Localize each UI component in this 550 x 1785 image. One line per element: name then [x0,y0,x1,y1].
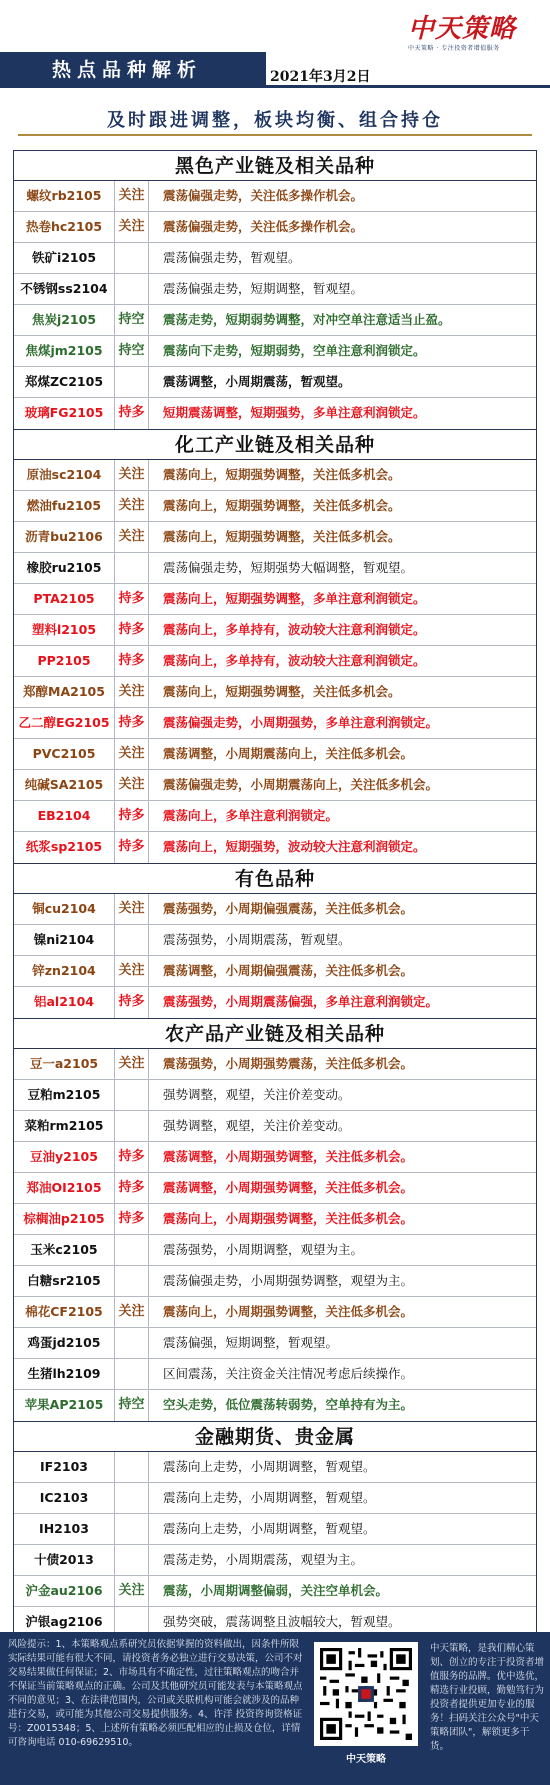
strategy-view: 空头走势，低位震荡转弱势，空单持有为主。 [163,1397,414,1412]
contract-name: 铁矿i2105 [14,243,115,273]
table-row [14,305,536,336]
position-tag [115,1328,149,1358]
table-row [14,1080,536,1111]
position-tag [115,1080,149,1110]
strategy-view: 震荡偏强走势，关注低多操作机会。 [163,219,364,234]
table-row [14,801,536,832]
table-row [14,708,536,739]
table-row [14,925,536,956]
position-tag: 关注 [115,460,149,490]
qr-code-icon [320,1648,412,1740]
table-row [14,460,536,491]
contract-name: 鸡蛋jd2105 [14,1328,115,1358]
table-row [14,1235,536,1266]
strategy-view: 区间震荡，关注资金关注情况考虑后续操作。 [163,1366,414,1381]
contract-name: IH2103 [14,1514,115,1544]
position-tag: 持多 [115,708,149,738]
strategy-view: 震荡偏强走势，暂观望。 [163,250,301,265]
contract-name: 螺纹rb2105 [14,181,115,211]
position-tag [115,1111,149,1141]
contract-name: 铝al2104 [14,987,115,1018]
table-row [14,274,536,305]
position-tag: 持空 [115,305,149,335]
table-row [14,987,536,1018]
strategy-view: 震荡偏强走势，关注低多操作机会。 [163,188,364,203]
contract-name: 橡胶ru2105 [14,553,115,583]
contract-name: 棕榈油p2105 [14,1204,115,1234]
table-row [14,243,536,274]
position-tag: 关注 [115,1297,149,1327]
strategy-view: 震荡向上，短期强势，波动较大注意利润锁定。 [163,839,426,854]
contract-name: 郑煤ZC2105 [14,367,115,397]
strategy-view: 震荡向上，短期强势调整，关注低多机会。 [163,684,401,699]
section-title: 化工产业链及相关品种 [14,430,536,460]
contract-name: 乙二醇EG2105 [14,708,115,738]
strategy-view: 震荡偏强走势，小周期强势，多单注意利润锁定。 [163,715,439,730]
strategy-view: 震荡强势，小周期震荡偏强，多单注意利润锁定。 [163,994,439,1009]
strategy-view: 震荡调整，小周期偏强震荡，关注低多机会。 [163,963,414,978]
brand-description: 中天策略，是我们精心策划、创立的专注于投资者增值服务的品牌。优中选优，精选行业投顾，勤勉笃行为投资者提供更加专业的服务！扫码关注公众号"中天策略团队"，解锁更多干货。 [430,1643,545,1752]
position-tag: 关注 [115,956,149,986]
strategy-view: 震荡，小周期调整偏弱，关注空单机会。 [163,1583,389,1598]
contract-name: 原油sc2104 [14,460,115,490]
position-tag: 关注 [115,491,149,521]
table-row [14,956,536,987]
section-block [14,1019,536,1422]
position-tag [115,367,149,397]
strategy-view: 震荡向上，短期强势调整，关注低多机会。 [163,498,401,513]
table-row [14,1204,536,1235]
position-tag: 持空 [115,1390,149,1421]
contract-name: PTA2105 [14,584,115,614]
strategy-view: 震荡向上，短期强势调整，关注低多机会。 [163,529,401,544]
contract-name: 锌zn2104 [14,956,115,986]
position-tag [115,1545,149,1575]
section-block [14,864,536,1019]
strategy-view: 震荡偏强，短期调整，暂观望。 [163,1335,339,1350]
strategy-view: 震荡调整，小周期强势调整，关注低多机会。 [163,1180,414,1195]
table-row [14,646,536,677]
section-title: 有色品种 [14,864,536,894]
strategy-view: 强势突破，震荡调整且波幅较大，暂观望。 [163,1614,401,1629]
strategy-view: 震荡调整，小周期震荡，暂观望。 [163,374,351,389]
table-row [14,336,536,367]
table-row [14,522,536,553]
strategy-view: 震荡走势，小周期震荡，观望为主。 [163,1552,364,1567]
position-tag: 持多 [115,801,149,831]
table-row [14,1266,536,1297]
table-row [14,1111,536,1142]
strategy-view: 强势调整，观望，关注价差变动。 [163,1087,351,1102]
strategy-view: 震荡向上，短期强势调整，关注低多机会。 [163,467,401,482]
table-row [14,491,536,522]
table-row [14,832,536,863]
contract-name: PVC2105 [14,739,115,769]
contract-name: 燃油fu2105 [14,491,115,521]
strategy-view: 震荡强势，小周期强势震荡，关注低多机会。 [163,1056,414,1071]
strategy-view: 震荡向上，小周期强势调整，关注低多机会。 [163,1211,414,1226]
strategy-view: 震荡调整，小周期强势调整，关注低多机会。 [163,1149,414,1164]
strategy-view: 震荡向上走势，小周期调整，暂观望。 [163,1490,376,1505]
contract-name: IC2103 [14,1483,115,1513]
strategy-view: 震荡向上，多单注意利润锁定。 [163,808,339,823]
section-block [14,1422,536,1638]
position-tag: 持多 [115,398,149,429]
position-tag: 关注 [115,677,149,707]
position-tag: 关注 [115,1576,149,1606]
position-tag [115,1483,149,1513]
strategy-view: 震荡偏强走势，小周期强势调整，观望为主。 [163,1273,414,1288]
position-tag [115,553,149,583]
qr-code[interactable] [314,1642,418,1746]
contract-name: 塑料l2105 [14,615,115,645]
strategy-view: 震荡向下走势，短期弱势，空单注意利润锁定。 [163,343,426,358]
position-tag: 关注 [115,894,149,924]
table-row [14,739,536,770]
contract-name: 不锈钢ss2104 [14,274,115,304]
qr-label: 中天策略 [346,1754,386,1765]
page-subtitle: 及时跟进调整，板块均衡、组合持仓 [107,110,443,131]
position-tag: 持多 [115,987,149,1018]
table-row [14,1328,536,1359]
contract-name: 豆粕m2105 [14,1080,115,1110]
contract-name: 铜cu2104 [14,894,115,924]
contract-name: 郑醇MA2105 [14,677,115,707]
contract-name: 郑油OI2105 [14,1173,115,1203]
section-title: 金融期货、贵金属 [14,1422,536,1452]
contract-name: 白糖sr2105 [14,1266,115,1296]
table-row [14,367,536,398]
table-row [14,1576,536,1607]
table-row [14,1390,536,1421]
strategy-view: 震荡向上，多单持有，波动较大注意利润锁定。 [163,653,426,668]
contract-name: 沪金au2106 [14,1576,115,1606]
contract-name: 焦煤jm2105 [14,336,115,366]
position-tag: 关注 [115,522,149,552]
table-row [14,1049,536,1080]
strategy-view: 震荡强势，小周期调整，观望为主。 [163,1242,364,1257]
position-tag: 持多 [115,1204,149,1234]
table-row [14,584,536,615]
contract-name: 焦炭j2105 [14,305,115,335]
strategy-view: 震荡向上走势，小周期调整，暂观望。 [163,1521,376,1536]
table-row [14,894,536,925]
page-footer [0,1632,550,1785]
strategy-view: 震荡强势，小周期偏强震荡，关注低多机会。 [163,901,414,916]
contract-name: EB2104 [14,801,115,831]
position-tag [115,1452,149,1482]
position-tag: 持多 [115,646,149,676]
contract-name: 热卷hc2105 [14,212,115,242]
contract-name: IF2103 [14,1452,115,1482]
table-row [14,398,536,429]
position-tag [115,1514,149,1544]
table-row [14,1297,536,1328]
strategy-view: 震荡向上走势，小周期调整，暂观望。 [163,1459,376,1474]
position-tag: 持空 [115,336,149,366]
brand-logo [408,8,528,52]
table-row [14,181,536,212]
contract-name: 沪银ag2106 [14,1607,115,1638]
contract-name: 十债2013 [14,1545,115,1575]
table-row [14,1173,536,1204]
contract-name: 玻璃FG2105 [14,398,115,429]
strategy-view: 震荡调整，小周期震荡向上，关注低多机会。 [163,746,414,761]
risk-disclaimer: 风险提示：1、本策略观点系研究员依据掌握的资料做出，因条件所限实际结果可能有很大不同，请投资者务必独立进行交易决策，公司不对交易结果做任何保证；2、市场具有不确定性，过往策略观点的吻合并不保证当前策略观点的正确。公司及其他研究员可能发表与本策略观点不同的意见；3、在法律范围内，公司或关联机构可能会就涉及的品种进行交易，或可能为其他公司交易提供服务。4、许洋 投资咨询资格证号：Z0015348；5、上述所有策略必须匹配相应的止损及仓位，详情可咨询电话 010-69629510。 [8,1639,303,1748]
position-tag: 持多 [115,1173,149,1203]
report-date: 2021年3月2日 [270,69,371,85]
strategy-view: 震荡偏强走势，小周期震荡向上，关注低多机会。 [163,777,439,792]
strategy-view: 震荡强势，小周期震荡，暂观望。 [163,932,351,947]
table-row [14,1142,536,1173]
contract-name: 豆一a2105 [14,1049,115,1079]
contract-name: 生猪lh2109 [14,1359,115,1389]
contract-name: 玉米c2105 [14,1235,115,1265]
contract-name: 豆油y2105 [14,1142,115,1172]
table-row [14,1483,536,1514]
logo-text: 中天策略 [408,14,517,44]
position-tag: 关注 [115,212,149,242]
strategy-view: 震荡走势，短期弱势调整，对冲空单注意适当止盈。 [163,312,451,327]
position-tag: 持多 [115,1142,149,1172]
table-row [14,1545,536,1576]
contract-name: 沥青bu2106 [14,522,115,552]
contract-name: 菜粕rm2105 [14,1111,115,1141]
position-tag: 关注 [115,181,149,211]
position-tag [115,1235,149,1265]
strategy-view: 震荡向上，小周期强势调整，关注低多机会。 [163,1304,414,1319]
table-row [14,615,536,646]
section-title: 黑色产业链及相关品种 [14,151,536,181]
position-tag: 关注 [115,1049,149,1079]
position-tag [115,925,149,955]
strategy-view: 短期震荡调整，短期强势，多单注意利润锁定。 [163,405,426,420]
table-row [14,1452,536,1483]
logo-tagline: 中天策略 · 专注投资者增值服务 [408,45,500,52]
position-tag [115,1359,149,1389]
table-row [14,677,536,708]
position-tag: 关注 [115,739,149,769]
table-row [14,553,536,584]
subtitle-underline [18,134,532,136]
section-block [14,151,536,430]
contract-name: 棉花CF2105 [14,1297,115,1327]
position-tag: 持多 [115,584,149,614]
strategy-view: 震荡向上，多单持有，波动较大注意利润锁定。 [163,622,426,637]
page-title: 热点品种解析 [0,52,266,88]
strategy-table [13,150,537,1639]
section-title: 农产品产业链及相关品种 [14,1019,536,1049]
position-tag [115,274,149,304]
table-row [14,212,536,243]
contract-name: 纯碱SA2105 [14,770,115,800]
header-divider [0,85,550,88]
strategy-view: 强势调整，观望，关注价差变动。 [163,1118,351,1133]
position-tag: 关注 [115,770,149,800]
strategy-view: 震荡向上，短期强势调整，多单注意利润锁定。 [163,591,426,606]
section-block [14,430,536,864]
table-row [14,1359,536,1390]
strategy-view: 震荡偏强走势，短期调整，暂观望。 [163,281,364,296]
page-header [0,0,550,88]
contract-name: 镍ni2104 [14,925,115,955]
table-row [14,770,536,801]
table-row [14,1514,536,1545]
contract-name: 苹果AP2105 [14,1390,115,1421]
contract-name: 纸浆sp2105 [14,832,115,863]
position-tag: 持多 [115,615,149,645]
position-tag: 持多 [115,832,149,863]
contract-name: PP2105 [14,646,115,676]
position-tag [115,243,149,273]
position-tag [115,1266,149,1296]
strategy-view: 震荡偏强走势，短期强势大幅调整，暂观望。 [163,560,414,575]
